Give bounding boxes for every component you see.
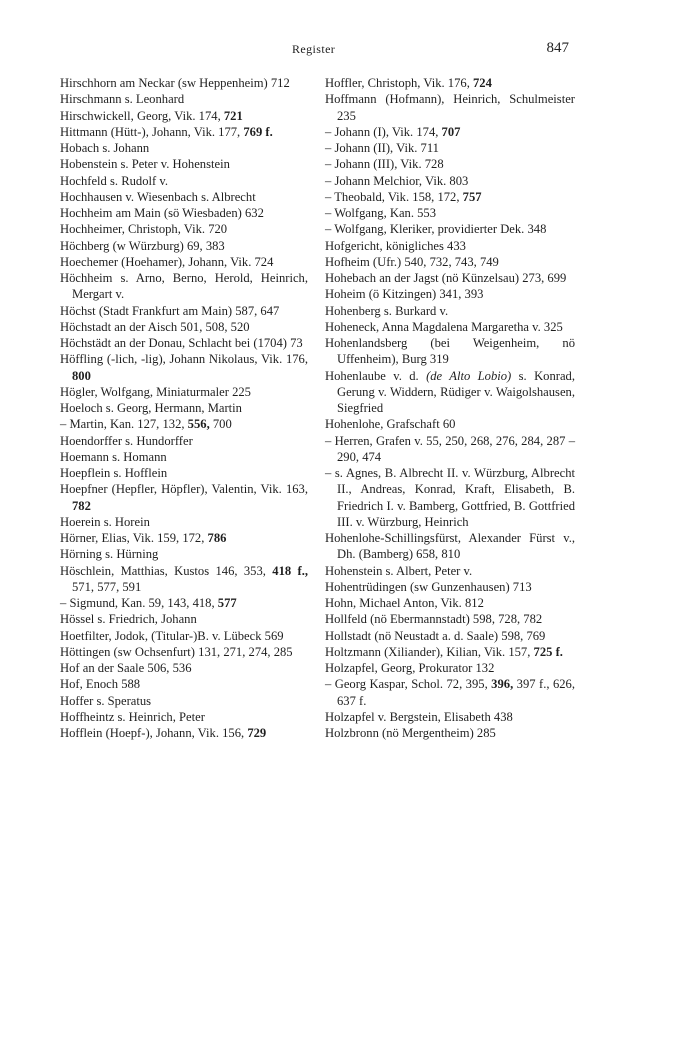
index-entry-text: Hittmann (Hütt-), Johann, Vik. 177,: [60, 124, 244, 139]
index-entry-text: 396,: [491, 677, 514, 692]
index-entry-text: Hohenberg s. Burkard v.: [325, 303, 449, 318]
index-entry: [60, 270, 308, 303]
index-entry-text: Hohenlohe-Schillingsfürst, Alexander Fürst v., Dh. (Bamberg) 658, 810: [325, 531, 575, 562]
index-entry: [60, 303, 308, 319]
index-entry-text: Hoheneck, Anna Magdalena Margaretha v. 325: [325, 319, 563, 334]
index-entry-text: – Wolfgang, Kan. 553: [325, 206, 437, 220]
page-number: 847: [546, 40, 569, 56]
index-entry-text: Höchst (Stadt Frankfurt am Main) 587, 647: [60, 303, 280, 318]
index-entry-text: 721: [223, 108, 243, 123]
index-entry-text: 571, 577, 591: [72, 579, 142, 594]
index-entry-text: – Johann Melchior, Vik. 803: [325, 173, 469, 188]
index-entry: [325, 319, 575, 335]
index-entry: [60, 335, 308, 351]
index-entry-text: Hof, Enoch 588: [60, 677, 141, 692]
index-entry-text: Hoeloch s. Georg, Hermann, Martin: [60, 401, 242, 415]
index-entry-text: Höffling (-lich, -lig), Johann Nikolaus, Vik. 176,: [60, 352, 308, 367]
index-entry-text: Hofheim (Ufr.) 540, 732, 743, 749: [325, 254, 499, 269]
index-entry: [60, 660, 308, 676]
index-entry-text: Höttingen (sw Ochsenfurt) 131, 271, 274, 285: [60, 644, 293, 659]
index-entry: [325, 628, 575, 644]
index-entry-text: 577: [217, 596, 237, 610]
index-entry-text: Hoffheintz s. Heinrich, Peter: [60, 709, 205, 724]
index-entry-text: Hirschhorn am Neckar (sw Heppenheim) 712: [60, 76, 290, 90]
index-entry: [60, 563, 308, 596]
index-entry: [60, 449, 308, 465]
index-entry-text: – Wolfgang, Kleriker, providierter Dek. 348: [325, 222, 547, 237]
index-entry: [325, 124, 575, 140]
index-entry: [325, 416, 575, 432]
index-entry: [60, 611, 308, 627]
index-entry-text: – Herren, Grafen v. 55, 250, 268, 276, 284, 287 – 290, 474: [325, 433, 575, 464]
index-entry: [60, 676, 308, 692]
index-entry-text: 700: [209, 417, 232, 432]
index-entry-text: Holzbronn (nö Mergentheim) 285: [325, 726, 496, 740]
index-entry: [325, 75, 575, 91]
index-entry-text: (de Alto Lobio): [426, 368, 512, 383]
index-entry: [60, 351, 308, 384]
index-entry-text: Hoendorffer s. Hundorffer: [60, 433, 193, 448]
index-entry-text: 418 f.,: [272, 563, 308, 578]
index-entry: [325, 433, 575, 466]
index-entry: [325, 709, 575, 725]
index-entry-text: Hoechemer (Hoehamer), Johann, Vik. 724: [60, 254, 274, 269]
index-entry: [325, 254, 575, 270]
index-entry: [60, 108, 308, 124]
index-entry-text: Holzapfel, Georg, Prokurator 132: [325, 661, 495, 675]
index-entry: [60, 400, 308, 416]
index-entry-text: Hoffmann (Hofmann), Heinrich, Schulmeister 235: [325, 92, 575, 123]
index-entry-text: – Theobald, Vik. 158, 172,: [325, 189, 463, 204]
index-entry: [325, 221, 575, 237]
index-entry: [325, 530, 575, 563]
index-entry: [60, 221, 308, 237]
index-entry-text: Hoemann s. Homann: [60, 449, 167, 464]
index-entry: [60, 481, 308, 514]
index-entry-text: 397 f., 626, 637 f.: [337, 677, 575, 708]
index-entry-text: Hohenlandsberg (bei Weigenheim, nö Uffenheim), Burg 319: [325, 336, 575, 367]
index-entry: [60, 725, 308, 741]
index-entry: [325, 189, 575, 205]
index-entry: [325, 595, 575, 611]
index-entry: [325, 173, 575, 189]
index-entry-text: Hoetfilter, Jodok, (Titular-)B. v. Lübeck 569: [60, 628, 284, 643]
index-entry-text: Höschlein, Matthias, Kustos 146, 353,: [60, 563, 273, 578]
index-entry-text: Hörner, Elias, Vik. 159, 172,: [60, 531, 208, 545]
index-column-left: [60, 75, 308, 741]
index-entry-text: Hobenstein s. Peter v. Hohenstein: [60, 157, 230, 172]
index-entry-text: Hörning s. Hürning: [60, 547, 159, 562]
index-entry: [60, 205, 308, 221]
index-entry-text: Hollfeld (nö Ebermannstadt) 598, 728, 782: [325, 612, 543, 627]
index-entry-text: 800: [72, 368, 91, 383]
index-entry: [325, 205, 575, 221]
index-entry-text: Högler, Wolfgang, Miniaturmaler 225: [60, 384, 251, 399]
index-entry-text: – Johann (I), Vik. 174,: [325, 124, 442, 139]
index-entry-text: Hochhausen v. Wiesenbach s. Albrecht: [60, 189, 256, 204]
index-entry-text: – Martin, Kan. 127, 132,: [60, 417, 188, 432]
index-entry-text: s. Konrad, Gerung v. Widdern, Rüdiger v. Waigolshausen, Siegfried: [337, 368, 575, 415]
index-entry-text: 725 f.: [533, 644, 563, 659]
index-entry-text: Hollstadt (nö Neustadt a. d. Saale) 598, 769: [325, 628, 546, 643]
index-entry: [60, 156, 308, 172]
index-entry: [325, 238, 575, 254]
index-entry: [60, 465, 308, 481]
index-entry-text: 786: [207, 531, 227, 545]
index-entry-text: – s. Agnes, B. Albrecht II. v. Würzburg, Albrecht II., Andreas, Konrad, Kraft, Elisabeth, B. Friedrich I. v. Bamberg, Gottfried, B. Gottfried III. v. Würzburg, Heinrich: [325, 466, 575, 529]
index-entry: [60, 693, 308, 709]
index-entry-text: Hohebach an der Jagst (nö Künzelsau) 273, 699: [325, 271, 567, 285]
index-entry: [60, 319, 308, 335]
index-entry: [325, 303, 575, 319]
index-entry-text: Hohenlaube v. d.: [325, 368, 427, 383]
index-entry-text: Hirschmann s. Leonhard: [60, 92, 185, 107]
index-entry: [60, 189, 308, 205]
index-entry-text: Hochheim am Main (sö Wiesbaden) 632: [60, 206, 264, 220]
index-entry-text: Hoffer s. Speratus: [60, 693, 152, 708]
index-entry: [60, 628, 308, 644]
index-entry: [325, 644, 575, 660]
index-entry-text: Holzapfel v. Bergstein, Elisabeth 438: [325, 709, 513, 724]
index-entry-text: Höchheim s. Arno, Berno, Herold, Heinrich, Mergart v.: [60, 271, 308, 302]
index-entry-text: Hoepflein s. Hofflein: [60, 466, 168, 480]
index-entry-text: Hof an der Saale 506, 536: [60, 661, 192, 675]
index-entry: [325, 270, 575, 286]
index-entry: [325, 579, 575, 595]
index-entry: [60, 514, 308, 530]
index-entry-text: Hobach s. Johann: [60, 141, 150, 155]
index-entry-text: Hohn, Michael Anton, Vik. 812: [325, 596, 484, 610]
index-entry: [60, 91, 308, 107]
index-entry-text: 556,: [187, 417, 210, 432]
index-entry: [325, 368, 575, 417]
index-entry: [325, 725, 575, 741]
index-entry-text: Hohenstein s. Albert, Peter v.: [325, 563, 473, 578]
index-entry: [60, 124, 308, 140]
index-entry: [325, 611, 575, 627]
index-entry: [60, 254, 308, 270]
index-entry: [60, 140, 308, 156]
index-entry: [60, 75, 308, 91]
page-header: [0, 40, 700, 62]
index-entry-text: Hirschwickell, Georg, Vik. 174,: [60, 108, 224, 123]
index-entry-text: 782: [72, 498, 91, 513]
index-entry-text: – Georg Kaspar, Schol. 72, 395,: [325, 677, 492, 692]
index-entry: [325, 91, 575, 124]
index-entry-text: – Johann (III), Vik. 728: [325, 157, 444, 172]
index-entry-text: Hoepfner (Hepfler, Höpfler), Valentin, Vik. 163,: [60, 482, 308, 497]
index-entry: [60, 384, 308, 400]
index-entry-text: Höchstädt an der Donau, Schlacht bei (1704) 73: [60, 336, 303, 350]
index-entry-text: Höchberg (w Würzburg) 69, 383: [60, 238, 225, 253]
index-entry: [60, 173, 308, 189]
index-entry: [325, 140, 575, 156]
index-entry-text: Holtzmann (Xiliander), Kilian, Vik. 157,: [325, 644, 534, 659]
index-entry-text: Hohenlohe, Grafschaft 60: [325, 417, 456, 432]
index-entry-text: Hoheim (ö Kitzingen) 341, 393: [325, 287, 484, 302]
index-entry-text: Hochfeld s. Rudolf v.: [60, 173, 168, 188]
index-column-right: [325, 75, 575, 741]
index-entry-text: 724: [473, 76, 492, 90]
index-entry: [325, 286, 575, 302]
index-entry-text: – Johann (II), Vik. 711: [325, 141, 439, 155]
index-entry: [325, 676, 575, 709]
index-entry: [325, 465, 575, 530]
index-entry: [60, 416, 308, 432]
index-entry-text: Hofflein (Hoepf-), Johann, Vik. 156,: [60, 726, 248, 740]
index-entry: [325, 156, 575, 172]
index-entry: [60, 709, 308, 725]
index-entry-text: Höchstadt an der Aisch 501, 508, 520: [60, 319, 250, 334]
index-entry-text: Hoerein s. Horein: [60, 514, 150, 529]
index-entry: [60, 546, 308, 562]
index-entry-text: Hössel s. Friedrich, Johann: [60, 612, 197, 627]
index-entry-text: 729: [247, 726, 267, 740]
index-entry: [60, 530, 308, 546]
index-entry-text: Hoffler, Christoph, Vik. 176,: [325, 76, 473, 90]
index-entry-text: 769 f.: [243, 124, 273, 139]
index-entry-text: – Sigmund, Kan. 59, 143, 418,: [60, 596, 218, 610]
index-entry: [325, 335, 575, 368]
index-entry: [325, 660, 575, 676]
index-entry-text: Hofgericht, königliches 433: [325, 238, 466, 253]
index-entry: [60, 644, 308, 660]
index-entry-text: 757: [462, 189, 482, 204]
running-head-title: Register: [292, 42, 336, 56]
index-entry: [325, 563, 575, 579]
index-entry-text: Hochheimer, Christoph, Vik. 720: [60, 222, 228, 237]
index-entry: [60, 595, 308, 611]
index-entry-text: 707: [441, 124, 461, 139]
index-entry: [60, 238, 308, 254]
index-entry-text: Hohentrüdingen (sw Gunzenhausen) 713: [325, 579, 532, 594]
index-entry: [60, 433, 308, 449]
